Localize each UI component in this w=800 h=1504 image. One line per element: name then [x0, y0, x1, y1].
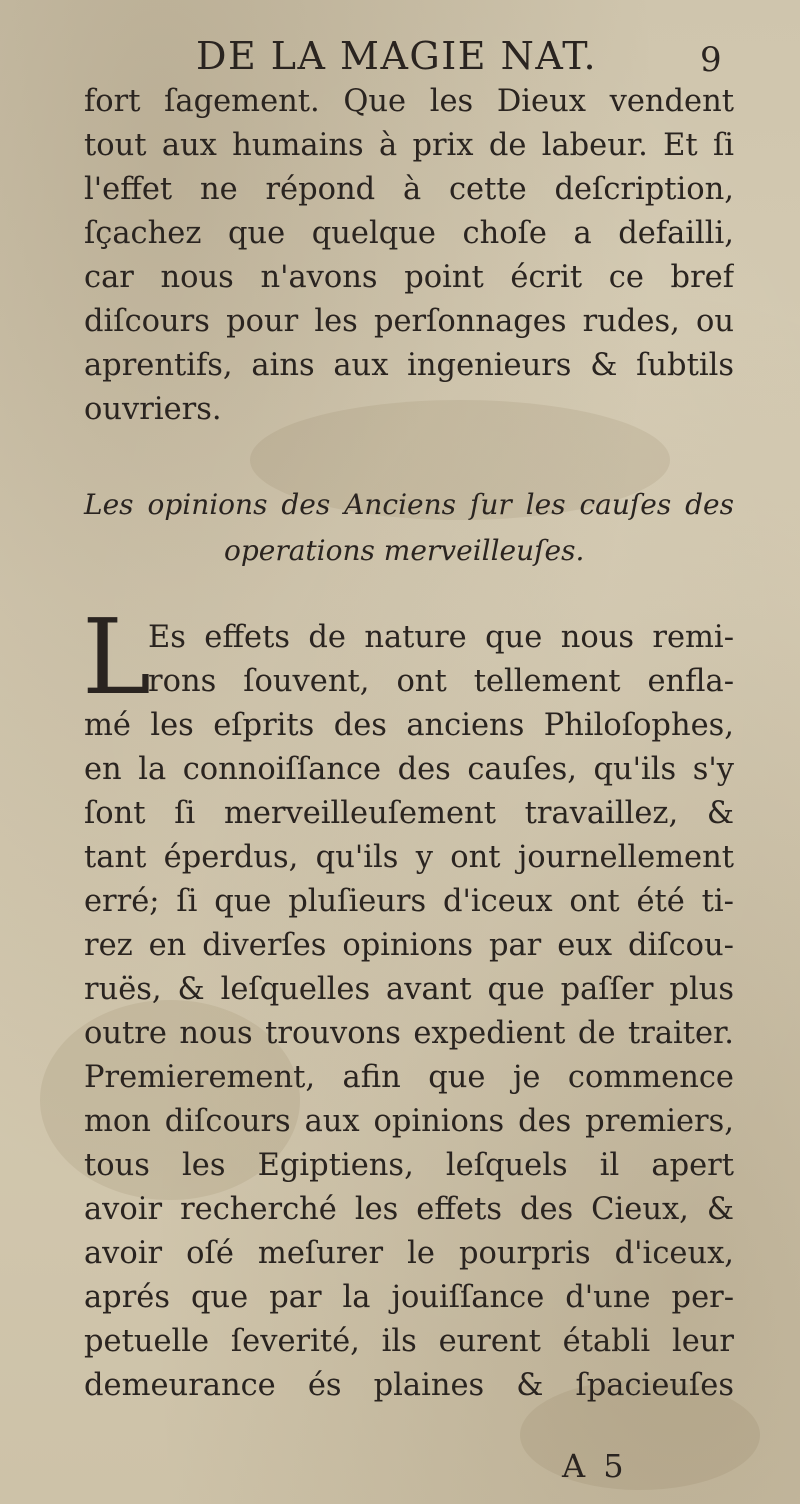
text-line: Es effets de nature que nous remi-	[148, 620, 734, 655]
text-line: rons ſouvent, ont tellement enfla-	[148, 664, 734, 699]
text-line: avoir oſé meſurer le pourpris d'iceux,	[84, 1236, 734, 1271]
text-line: fort ſagement. Que les Dieux vendent	[84, 84, 734, 119]
text-line: aprés que par la jouiſſance d'une per-	[84, 1280, 734, 1315]
drop-cap: L	[82, 596, 152, 718]
running-head	[0, 34, 800, 78]
text-line: mon diſcours aux opinions des premiers,	[84, 1104, 734, 1139]
text-line: petuelle ſeverité, ils eurent établi leur	[84, 1324, 734, 1359]
text-line: ſont ſi merveilleuſement travaillez, &	[84, 796, 734, 831]
paragraph-1	[84, 80, 734, 432]
text-line: tous les Egiptiens, leſquels il apert	[84, 1148, 734, 1183]
text-line: ruës, & leſquelles avant que paſſer plus	[84, 972, 734, 1007]
text-line: erré; ſi que pluſieurs d'iceux ont été ti-	[84, 884, 734, 919]
heading-line: operations merveilleuſes.	[224, 534, 585, 567]
heading-line: Les opinions des Anciens ſur les cauſes des	[84, 488, 734, 521]
text-line: ouvriers.	[84, 392, 222, 427]
text-line: tant éperdus, qu'ils y ont journellement	[84, 840, 734, 875]
text-line: tout aux humains à prix de labeur. Et ſi	[84, 128, 734, 163]
catchword: A 5	[562, 1447, 628, 1485]
paragraph-2	[84, 704, 734, 1408]
text-line: en la connoiſſance des cauſes, qu'ils s'y	[84, 752, 734, 787]
running-title: DE LA MAGIE NAT.	[196, 34, 598, 78]
text-line: Premierement, afin que je commence	[84, 1060, 734, 1095]
text-line: diſcours pour les perſonnages rudes, ou	[84, 304, 734, 339]
text-line: outre nous trouvons expedient de traiter.	[84, 1016, 734, 1051]
text-line: aprentifs, ains aux ingenieurs & ſubtils	[84, 348, 734, 383]
section-heading	[84, 482, 734, 574]
text-line: car nous n'avons point écrit ce bref	[84, 260, 734, 295]
text-line: demeurance és plaines & ſpacieuſes	[84, 1368, 734, 1403]
text-line: l'effet ne répond à cette deſcription,	[84, 172, 734, 207]
paragraph-2-indented	[148, 616, 734, 704]
text-line: avoir recherché les effets des Cieux, &	[84, 1192, 734, 1227]
page-number: 9	[700, 40, 722, 80]
text-line: rez en diverſes opinions par eux diſcou-	[84, 928, 734, 963]
text-line: mé les eſprits des anciens Philoſophes,	[84, 708, 734, 743]
text-line: ſçachez que quelque choſe a defailli,	[84, 216, 734, 251]
